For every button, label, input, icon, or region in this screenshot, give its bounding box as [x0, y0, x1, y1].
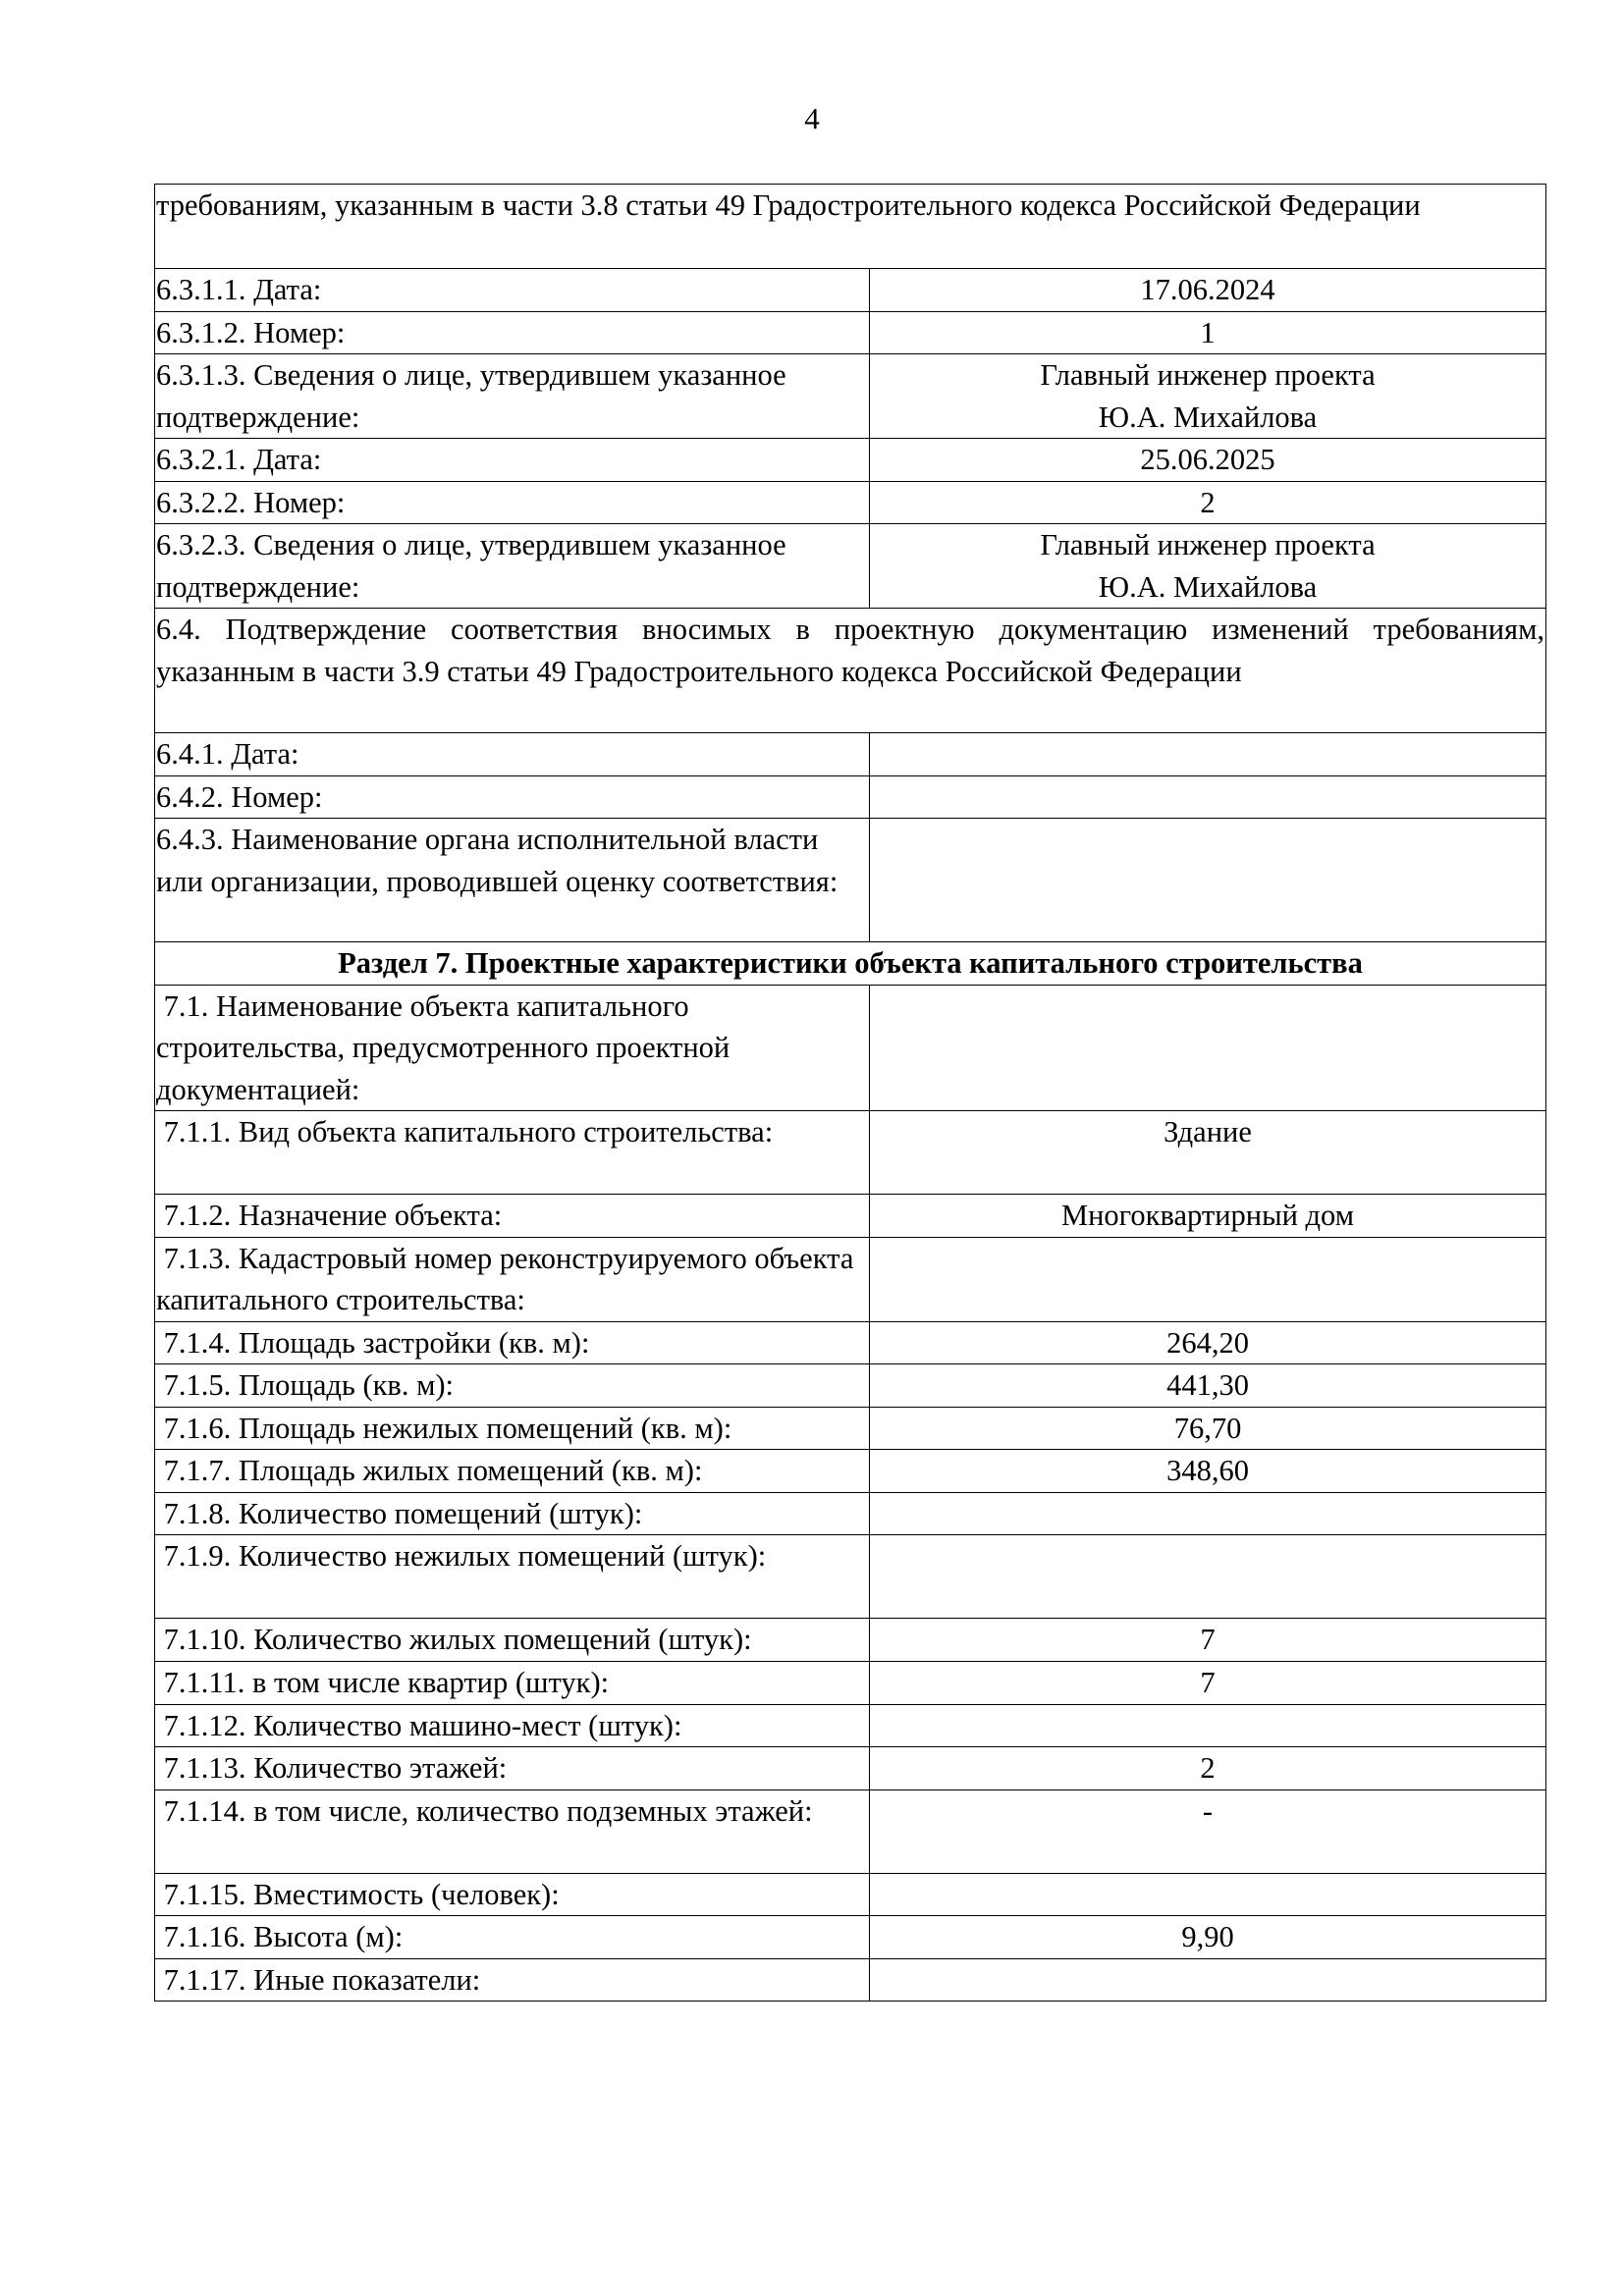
row-label: 7.1.2. Назначение объекта:	[155, 1195, 870, 1238]
table-row	[155, 775, 1546, 819]
row-label: 7.1. Наименование объекта капитального строительства, предусмотренного проектной документацией:	[155, 985, 870, 1111]
table-row	[155, 1364, 1546, 1408]
row-value	[870, 354, 1546, 439]
table-row	[155, 185, 1546, 269]
row-label: 6.3.1.2. Номер:	[155, 311, 870, 354]
row-value: 2	[870, 481, 1546, 524]
row-label: 7.1.5. Площадь (кв. м):	[155, 1364, 870, 1408]
row-label: 6.4.2. Номер:	[155, 775, 870, 819]
section-7-heading: Раздел 7. Проектные характеристики объекта капитального строительства	[155, 942, 1546, 986]
row-value: 441,30	[870, 1364, 1546, 1408]
row-value	[870, 985, 1546, 1111]
row-value: 17.06.2024	[870, 269, 1546, 312]
row-label: 7.1.15. Вместимость (человек):	[155, 1873, 870, 1916]
row-value: 1	[870, 311, 1546, 354]
table-row	[155, 1237, 1546, 1321]
table-row	[155, 942, 1546, 986]
table-row	[155, 1789, 1546, 1873]
row-label: 6.3.1.1. Дата:	[155, 269, 870, 312]
row-value	[870, 1958, 1546, 2002]
row-label: 7.1.11. в том числе квартир (штук):	[155, 1661, 870, 1704]
row-label: 6.3.1.3. Сведения о лице, утвердившем указанное подтверждение:	[155, 354, 870, 439]
row-label: 6.3.2.2. Номер:	[155, 481, 870, 524]
row-value	[870, 1535, 1546, 1619]
table-row	[155, 1704, 1546, 1747]
row-label: 6.3.2.3. Сведения о лице, утвердившем указанное подтверждение:	[155, 524, 870, 609]
row-label: 6.3.2.1. Дата:	[155, 439, 870, 482]
row-value	[870, 733, 1546, 776]
row-value: Многоквартирный дом	[870, 1195, 1546, 1238]
table-row	[155, 985, 1546, 1111]
row-label: 7.1.8. Количество помещений (штук):	[155, 1492, 870, 1535]
table-row	[155, 1111, 1546, 1195]
table-row	[155, 1450, 1546, 1493]
approver-position: Главный инженер проекта	[1040, 528, 1376, 561]
row-label: 7.1.1. Вид объекта капитального строительства:	[155, 1111, 870, 1195]
row-value: 7	[870, 1619, 1546, 1662]
row-label: 7.1.9. Количество нежилых помещений (штук):	[155, 1535, 870, 1619]
row-label: 7.1.14. в том числе, количество подземных этажей:	[155, 1789, 870, 1873]
table-row	[155, 1661, 1546, 1704]
row-label: 7.1.13. Количество этажей:	[155, 1747, 870, 1790]
table-row	[155, 311, 1546, 354]
row-label: 7.1.4. Площадь застройки (кв. м):	[155, 1321, 870, 1364]
row-label: 7.1.12. Количество машино-мест (штук):	[155, 1704, 870, 1747]
row-value	[870, 1704, 1546, 1747]
row-value	[870, 775, 1546, 819]
row-value	[870, 1873, 1546, 1916]
table-row	[155, 1321, 1546, 1364]
row-label: 7.1.6. Площадь нежилых помещений (кв. м):	[155, 1407, 870, 1450]
row-label: 7.1.7. Площадь жилых помещений (кв. м):	[155, 1450, 870, 1493]
approver-position: Главный инженер проекта	[1040, 358, 1376, 392]
table-row	[155, 1958, 1546, 2002]
project-characteristics-table	[154, 184, 1546, 2002]
table-row	[155, 269, 1546, 312]
row-label: 6.4.3. Наименование органа исполнительной власти или организации, проводившей оценку соответствия:	[155, 819, 870, 942]
row-value: -	[870, 1789, 1546, 1873]
row-value	[870, 819, 1546, 942]
row-label: 7.1.3. Кадастровый номер реконструируемого объекта капитального строительства:	[155, 1237, 870, 1321]
table-row	[155, 609, 1546, 733]
section-6-4-heading: 6.4. Подтверждение соответствия вносимых в проектную документацию изменений требованиям, указанным в части 3.9 статьи 49 Градостроительного кодекса Российской Федерации	[155, 609, 1546, 733]
table-row	[155, 1619, 1546, 1662]
row-label: 7.1.17. Иные показатели:	[155, 1958, 870, 2002]
table-row	[155, 1916, 1546, 1959]
row-value: 2	[870, 1747, 1546, 1790]
row-label: 7.1.10. Количество жилых помещений (штук):	[155, 1619, 870, 1662]
row-label: 7.1.16. Высота (м):	[155, 1916, 870, 1959]
row-label: 6.4.1. Дата:	[155, 733, 870, 776]
row-value: 348,60	[870, 1450, 1546, 1493]
page-number: 4	[804, 101, 820, 135]
table-row	[155, 439, 1546, 482]
row-value: 25.06.2025	[870, 439, 1546, 482]
table-row	[155, 1195, 1546, 1238]
table-row	[155, 1535, 1546, 1619]
row-value	[870, 524, 1546, 609]
table-row	[155, 1873, 1546, 1916]
row-value	[870, 1237, 1546, 1321]
table-row	[155, 481, 1546, 524]
section-6-3-intro-text: требованиям, указанным в части 3.8 статьи 49 Градостроительного кодекса Российской Федерации	[155, 185, 1546, 269]
row-value: 264,20	[870, 1321, 1546, 1364]
row-value: 76,70	[870, 1407, 1546, 1450]
table-row	[155, 1492, 1546, 1535]
table-row	[155, 354, 1546, 439]
row-value: 9,90	[870, 1916, 1546, 1959]
table-row	[155, 1747, 1546, 1790]
table-row	[155, 733, 1546, 776]
approver-name: Ю.А. Михайлова	[1098, 569, 1318, 604]
table-row	[155, 819, 1546, 942]
table-row	[155, 524, 1546, 609]
table-row	[155, 1407, 1546, 1450]
row-value	[870, 1492, 1546, 1535]
approver-name: Ю.А. Михайлова	[1098, 400, 1318, 434]
row-value: Здание	[870, 1111, 1546, 1195]
row-value: 7	[870, 1661, 1546, 1704]
